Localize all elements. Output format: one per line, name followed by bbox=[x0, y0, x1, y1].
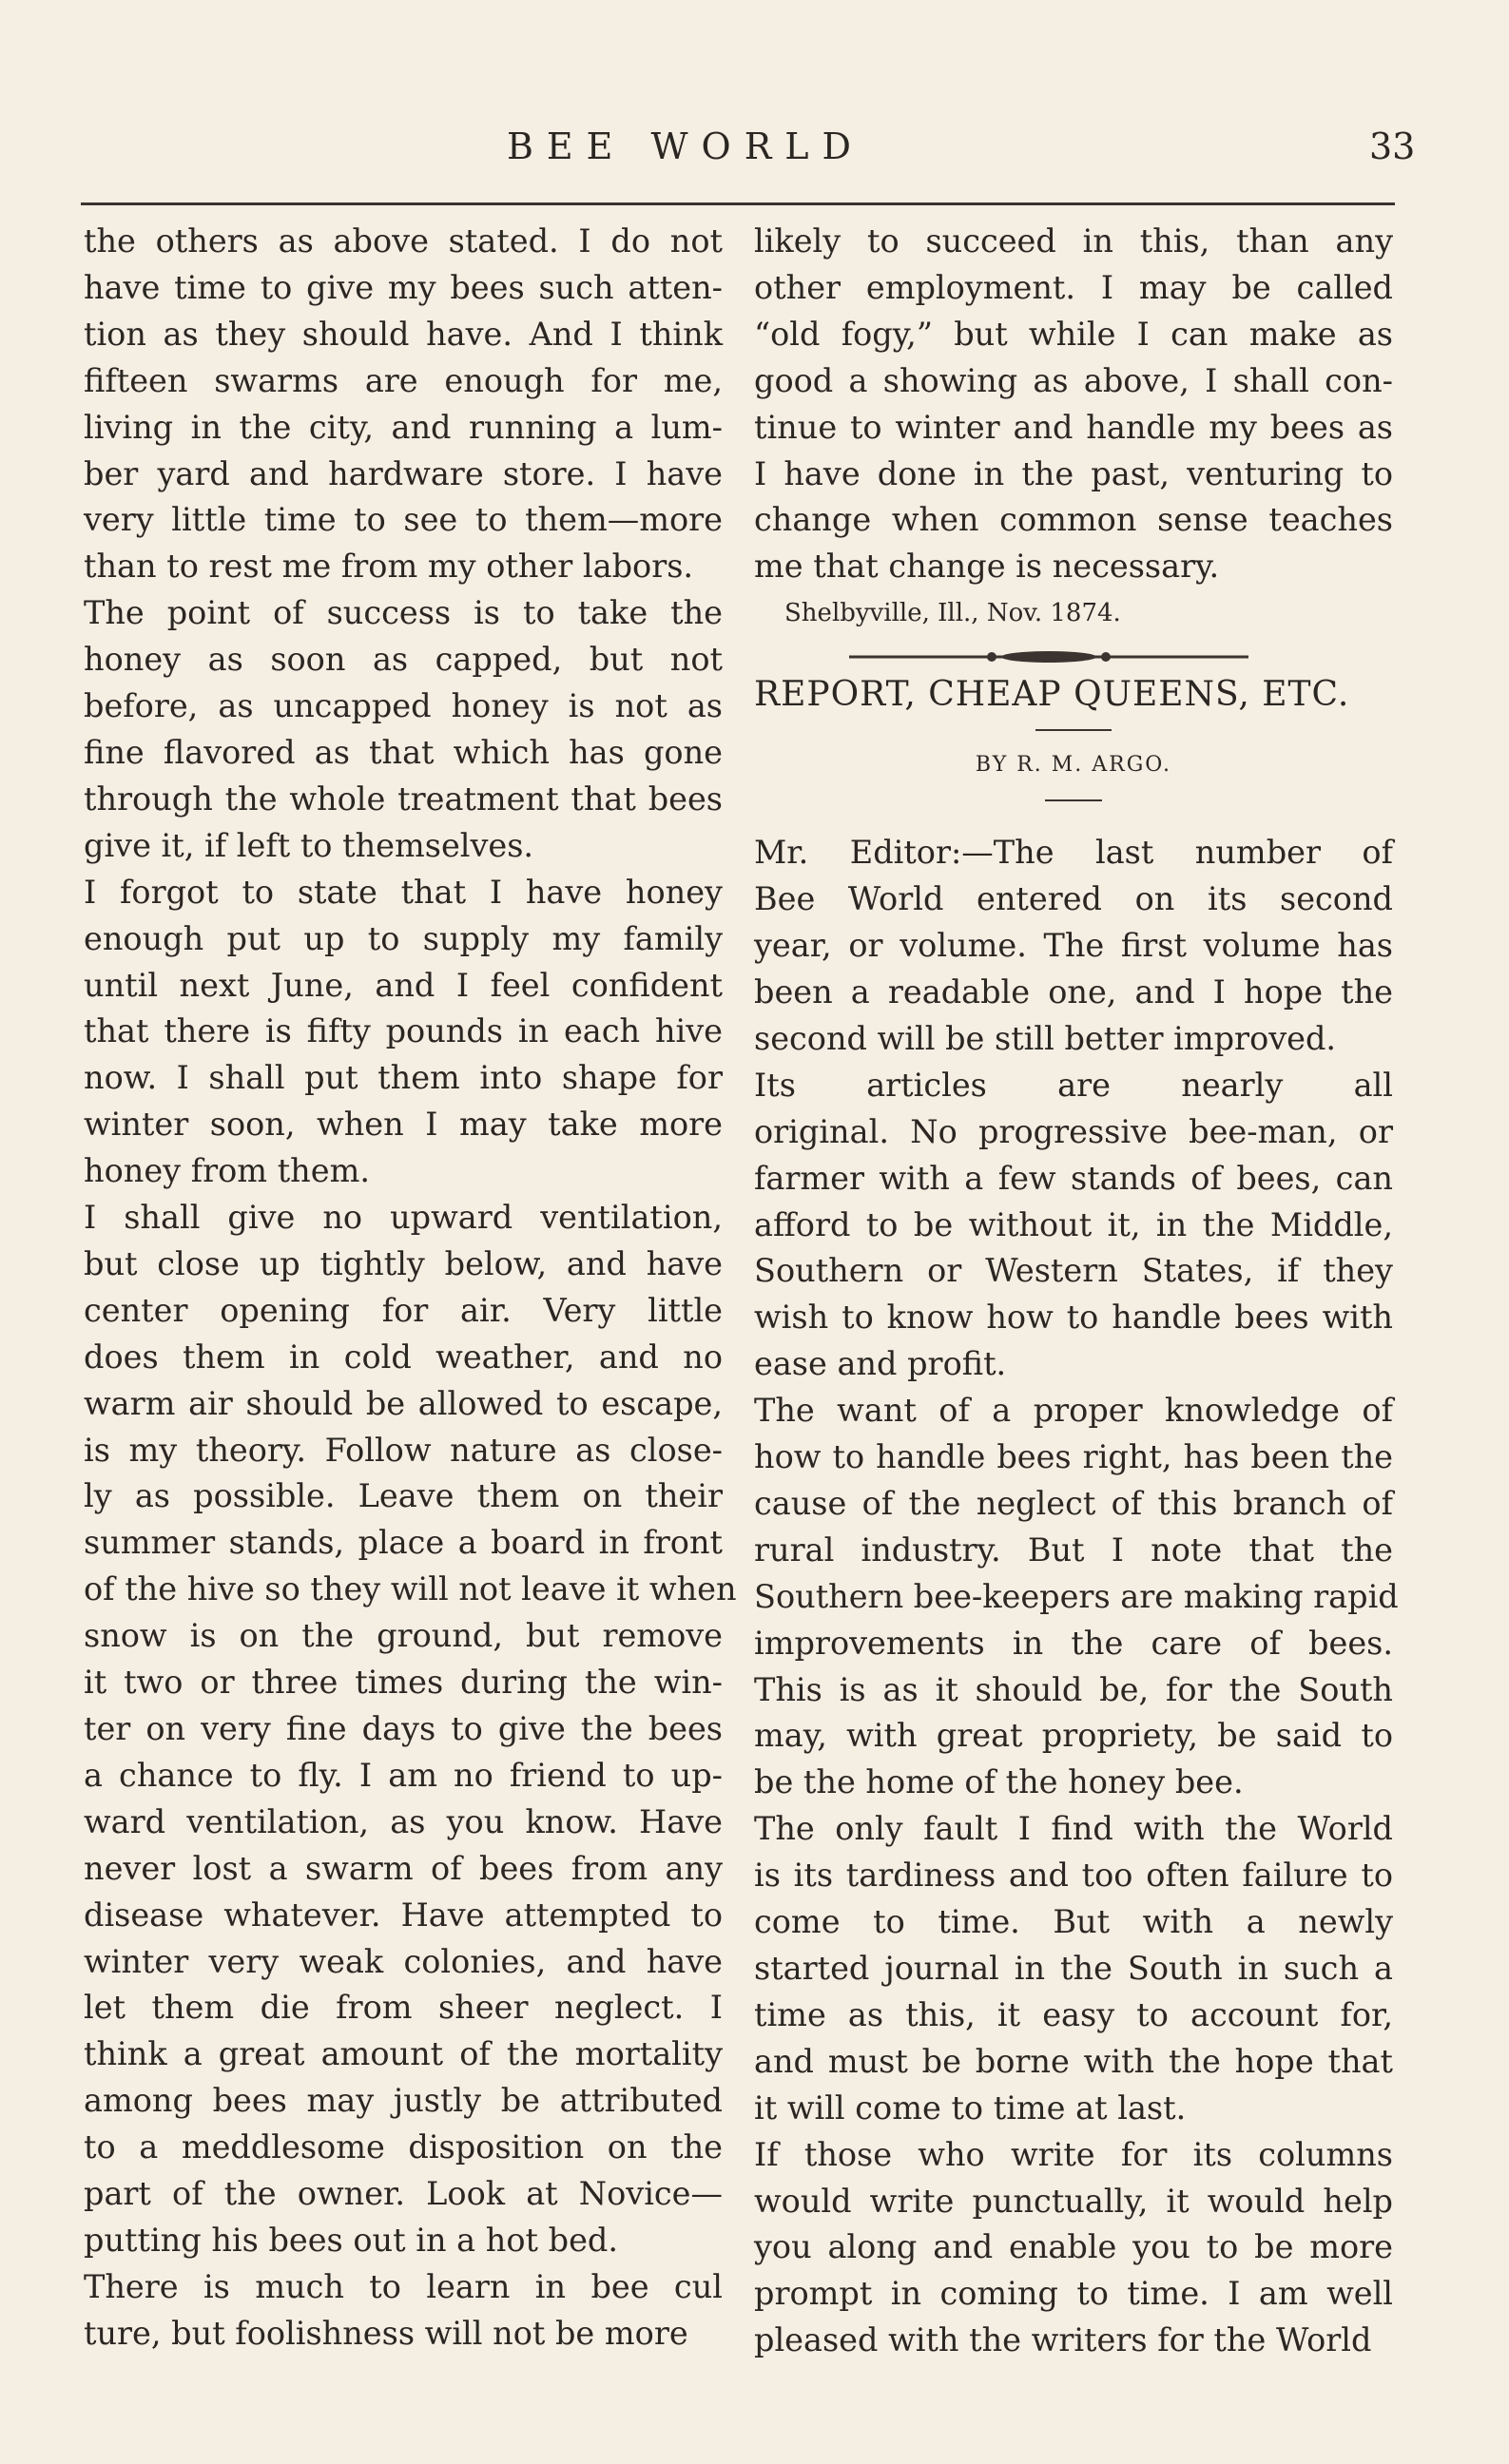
dateline: Shelbyville, Ill., Nov. 1874. bbox=[784, 599, 1121, 628]
paragraph bbox=[84, 219, 723, 590]
text-line: “old fogy,” but while I can make as bbox=[754, 315, 1393, 353]
text-line: of the hive so they will not leave it when bbox=[84, 1570, 737, 1608]
text-line: other employment. I may be called bbox=[754, 268, 1393, 306]
text-line: honey from them. bbox=[84, 1152, 370, 1190]
text-line: through the whole treatment that bees bbox=[84, 780, 723, 818]
text-line: rural industry. But I note that the bbox=[754, 1530, 1393, 1569]
text-line: summer stands, place a board in front bbox=[84, 1524, 723, 1562]
text-line: I shall give no upward ventilation, bbox=[84, 1199, 723, 1237]
text-line: putting his bees out in a hot bed. bbox=[84, 2221, 619, 2259]
text-line: The want of a proper knowledge of bbox=[754, 1392, 1393, 1430]
text-line: time as this, it easy to account for, bbox=[754, 1995, 1393, 2033]
running-title: BEE WORLD bbox=[507, 125, 865, 167]
text-line: fifteen swarms are enough for me, bbox=[84, 361, 723, 399]
byline-rule bbox=[1045, 799, 1102, 801]
text-line: There is much to learn in bee cul bbox=[84, 2267, 723, 2305]
paragraph bbox=[84, 870, 723, 1195]
text-line: me that change is necessary. bbox=[754, 548, 1220, 586]
text-line: cause of the neglect of this branch of bbox=[754, 1484, 1393, 1522]
paragraph bbox=[754, 1388, 1399, 1806]
text-line: and must be borne with the hope that bbox=[754, 2042, 1393, 2080]
text-line: change when common sense teaches bbox=[754, 501, 1393, 539]
paragraph bbox=[754, 2132, 1393, 2365]
paragraph bbox=[754, 1806, 1393, 2131]
text-line: but close up tightly below, and have bbox=[84, 1244, 723, 1282]
text-line: started journal in the South in such a bbox=[754, 1950, 1393, 1987]
text-line: does them in cold weather, and no bbox=[84, 1338, 723, 1376]
paragraph bbox=[84, 2264, 723, 2358]
text-line: tinue to winter and handle my bees as bbox=[754, 408, 1393, 446]
text-line: afford to be without it, in the Middle, bbox=[754, 1205, 1393, 1243]
text-line: until next June, and I feel confident bbox=[84, 966, 723, 1004]
text-line: been a readable one, and I hope the bbox=[754, 972, 1393, 1011]
text-line: have time to give my bees such atten- bbox=[84, 268, 723, 306]
text-line: that there is fifty pounds in each hive bbox=[84, 1012, 723, 1050]
left-column bbox=[84, 219, 737, 2358]
right-column bbox=[754, 219, 1399, 2364]
text-line: very little time to see to them—more bbox=[84, 501, 723, 539]
text-line: fine flavored as that which has gone bbox=[84, 733, 723, 771]
text-line: disease whatever. Have attempted to bbox=[84, 1896, 723, 1934]
text-line: ture, but foolishness will not be more bbox=[84, 2314, 688, 2352]
continued-paragraph bbox=[754, 219, 1393, 590]
text-line: improvements in the care of bees. bbox=[754, 1624, 1393, 1662]
text-line: Mr. Editor:—The last number of bbox=[754, 834, 1393, 872]
text-line: Southern bee-keepers are making rapid bbox=[754, 1577, 1399, 1615]
text-line: may, with great propriety, be said to bbox=[754, 1717, 1393, 1755]
text-line: likely to succeed in this, than any bbox=[754, 222, 1393, 260]
text-line: prompt in coming to time. I am well bbox=[754, 2275, 1393, 2313]
paragraph bbox=[84, 1195, 737, 2264]
text-line: The point of success is to take the bbox=[84, 594, 723, 632]
text-line: pleased with the writers for the World bbox=[754, 2321, 1372, 2359]
ornament-divider bbox=[849, 649, 1248, 664]
text-line: wish to know how to handle bees with bbox=[754, 1299, 1393, 1337]
text-line: than to rest me from my other labors. bbox=[84, 548, 694, 586]
text-line: warm air should be allowed to escape, bbox=[84, 1384, 723, 1422]
page-number: 33 bbox=[1369, 125, 1416, 167]
text-line: ward ventilation, as you know. Have bbox=[84, 1802, 723, 1840]
text-line: ly as possible. Leave them on their bbox=[84, 1477, 723, 1515]
text-line: The only fault I find with the World bbox=[754, 1810, 1393, 1848]
page-header bbox=[0, 125, 1509, 183]
text-line: original. No progressive bee-man, or bbox=[754, 1112, 1393, 1150]
text-line: snow is on the ground, but remove bbox=[84, 1617, 723, 1655]
header-rule bbox=[81, 202, 1395, 205]
text-line: is its tardiness and too often failure to bbox=[754, 1857, 1393, 1895]
title-rule bbox=[1035, 729, 1112, 731]
paragraph bbox=[84, 590, 723, 869]
text-line: be the home of the honey bee. bbox=[754, 1763, 1244, 1801]
text-line: among bees may justly be attributed bbox=[84, 2082, 723, 2120]
text-line: year, or volume. The first volume has bbox=[754, 927, 1393, 965]
text-line: enough put up to supply my family bbox=[84, 919, 723, 957]
text-line: it will come to time at last. bbox=[754, 2089, 1187, 2127]
text-line: part of the owner. Look at Novice— bbox=[84, 2175, 723, 2213]
text-line: is my theory. Follow nature as close- bbox=[84, 1431, 723, 1469]
text-line: center opening for air. Very little bbox=[84, 1291, 723, 1329]
text-line: living in the city, and running a lum- bbox=[84, 408, 723, 446]
text-line: winter very weak colonies, and have bbox=[84, 1942, 723, 1980]
paragraph bbox=[754, 830, 1393, 1063]
text-line: before, as uncapped honey is not as bbox=[84, 687, 723, 725]
text-line: it two or three times during the win- bbox=[84, 1664, 723, 1702]
byline: BY R. M. ARGO. bbox=[975, 753, 1172, 778]
text-line: I have done in the past, venturing to bbox=[754, 454, 1393, 492]
text-line: ease and profit. bbox=[754, 1345, 1007, 1383]
text-line: would write punctually, it would help bbox=[754, 2182, 1393, 2220]
text-line: think a great amount of the mortality bbox=[84, 2035, 723, 2073]
text-line: good a showing as above, I shall con- bbox=[754, 361, 1393, 399]
text-line: farmer with a few stands of bees, can bbox=[754, 1159, 1393, 1197]
text-line: the others as above stated. I do not bbox=[84, 222, 723, 260]
text-line: you along and enable you to be more bbox=[754, 2228, 1393, 2266]
text-line: If those who write for its columns bbox=[754, 2135, 1393, 2173]
paragraph bbox=[754, 1063, 1393, 1388]
text-line: Its articles are nearly all bbox=[754, 1066, 1393, 1104]
text-line: ter on very fine days to give the bees bbox=[84, 1710, 723, 1747]
text-line: This is as it should be, for the South bbox=[754, 1670, 1393, 1708]
paragraph bbox=[754, 219, 1393, 590]
article-title: REPORT, CHEAP QUEENS, ETC. bbox=[754, 675, 1350, 715]
text-line: come to time. But with a newly bbox=[754, 1903, 1393, 1941]
text-line: winter soon, when I may take more bbox=[84, 1106, 723, 1144]
text-line: honey as soon as capped, but not bbox=[84, 641, 723, 679]
text-line: now. I shall put them into shape for bbox=[84, 1059, 723, 1097]
text-line: second will be still better improved. bbox=[754, 1019, 1337, 1057]
text-line: tion as they should have. And I think bbox=[84, 315, 723, 353]
text-line: let them die from sheer neglect. I bbox=[84, 1989, 723, 2027]
text-line: to a meddlesome disposition on the bbox=[84, 2128, 723, 2166]
text-line: I forgot to state that I have honey bbox=[84, 873, 723, 911]
text-line: how to handle bees right, has been the bbox=[754, 1438, 1393, 1476]
text-line: ber yard and hardware store. I have bbox=[84, 454, 723, 492]
article-body bbox=[754, 830, 1399, 2364]
text-line: Southern or Western States, if they bbox=[754, 1252, 1393, 1290]
text-line: give it, if left to themselves. bbox=[84, 826, 534, 864]
text-line: never lost a swarm of bees from any bbox=[84, 1849, 723, 1887]
text-line: a chance to fly. I am no friend to up- bbox=[84, 1756, 723, 1794]
text-line: Bee World entered on its second bbox=[754, 880, 1393, 918]
